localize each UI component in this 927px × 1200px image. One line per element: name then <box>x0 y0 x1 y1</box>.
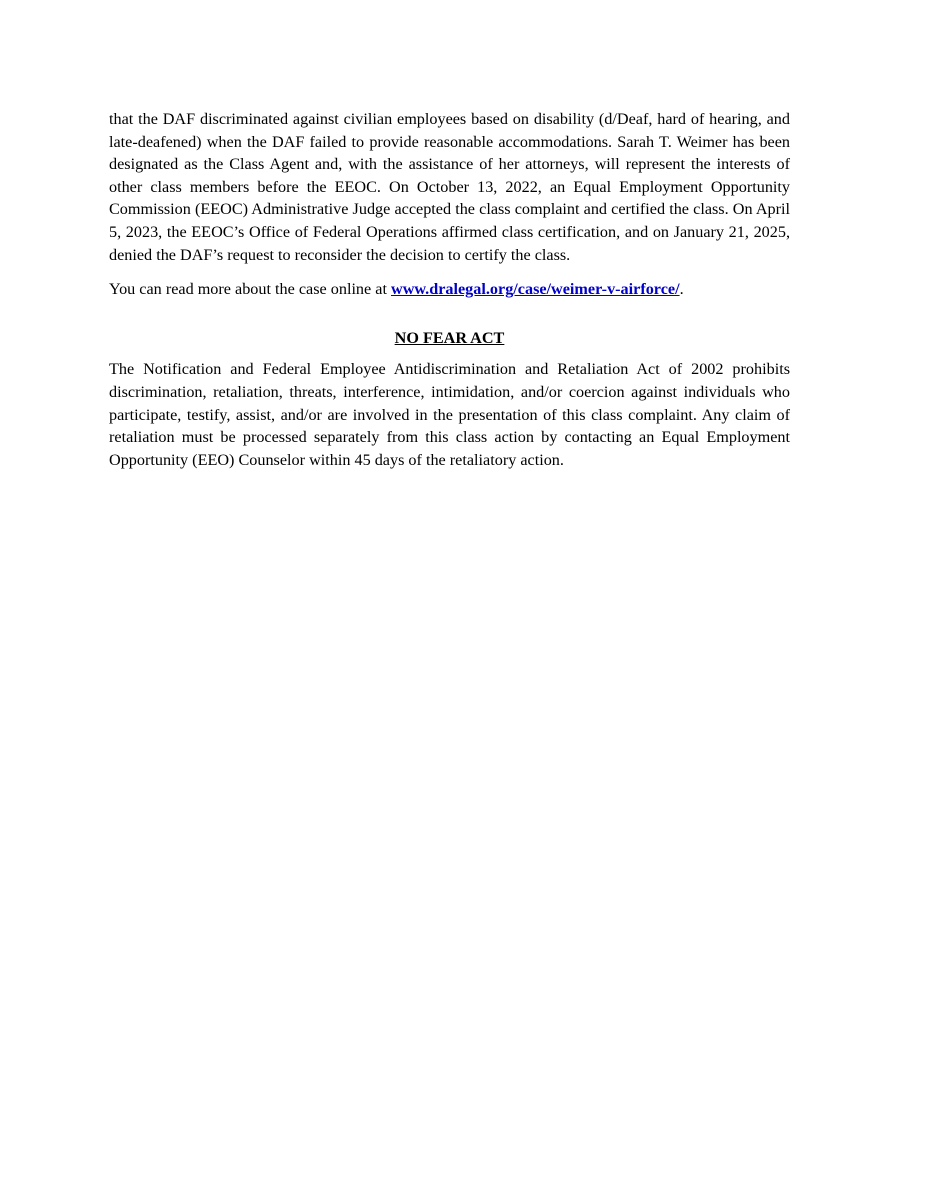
read-more-prefix: You can read more about the case online at <box>109 280 391 299</box>
read-more-suffix: . <box>679 280 684 299</box>
case-link[interactable]: www.dralegal.org/case/weimer-v-airforce/ <box>391 280 680 299</box>
document-body <box>109 108 790 471</box>
no-fear-act-paragraph: The Notification and Federal Employee Antidiscrimination and Retaliation Act of 2002 prohibits discrimination, retaliation, threats, interference, intimidation, and/or coercion against individuals who participate, testify, assist, and/or are involved in the presentation of this class complaint. Any claim of retaliation must be processed separately from this class action by contacting an Equal Employment Opportunity (EEO) Counselor within 45 days of the retaliatory action. <box>109 360 790 469</box>
section-heading-no-fear-act: NO FEAR ACT <box>394 328 505 347</box>
intro-paragraph: that the DAF discriminated against civilian employees based on disability (d/Deaf, hard of hearing, and late-deafened) when the DAF failed to provide reasonable accommodations. Sarah T. Weimer has been designated as the Class Agent and, with the assistance of her attorneys, will represent the interests of other class members before the EEOC. On October 13, 2022, an Equal Employment Opportunity Commission (EEOC) Administrative Judge accepted the class complaint and certified the class. On April 5, 2023, the EEOC’s Office of Federal Operations affirmed class certification, and on January 21, 2025, denied the DAF’s request to reconsider the decision to certify the class. <box>109 110 790 264</box>
read-more-line <box>109 278 790 301</box>
